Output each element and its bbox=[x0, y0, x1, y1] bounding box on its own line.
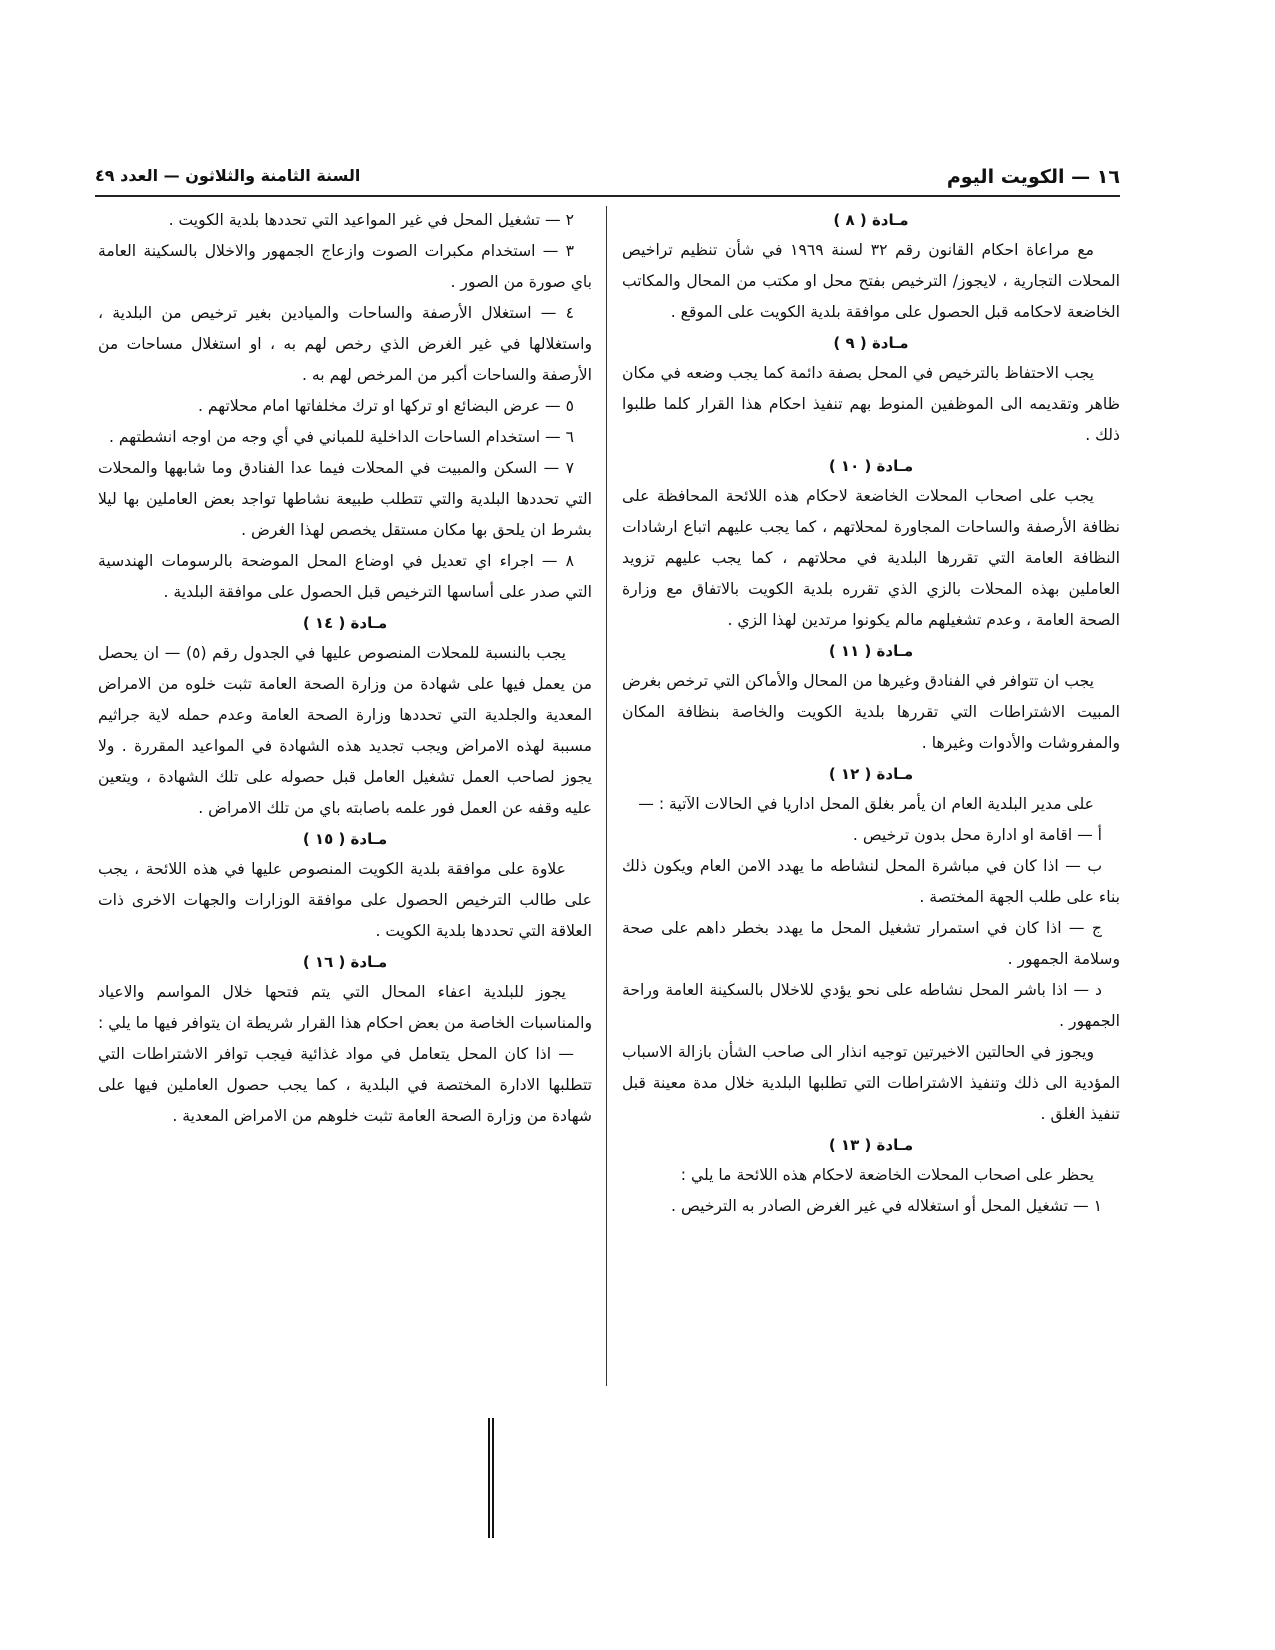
article-11-text: يجب ان تتوافر في الفنادق وغيرها من المحال والأماكن التي ترخص بغرض المبيت الاشتراطات التي تقررها بلدية الكويت والخاصة بنظافة المكان والمفروشات والأدوات وغيرها . bbox=[622, 672, 1120, 752]
article-14-text: يجب بالنسبة للمحلات المنصوص عليها في الجدول رقم (٥) — ان يحصل من يعمل فيها على شهادة من وزارة الصحة العامة تثبت خلوه من الامراض المعدية والجلدية التي تحددها وزارة الصحة العامة وعدم حمله لاية جراثيم مسببة لهذه الامراض ويجب تجديد هذه الشهادة في المواعيد المقررة . ولا يجوز لصاحب العمل تشغيل العامل قبل حصوله على تلك الشهادة ، ويتعين عليه وقفه عن العمل فور علمه باصابته باي من تلك الامراض . bbox=[98, 644, 592, 817]
article-8-text: مع مراعاة احكام القانون رقم ٣٢ لسنة ١٩٦٩ في شأن تنظيم تراخيص المحلات التجارية ، لايجوز/ الترخيص بفتح محل او مكتب من المحال والمكاتب الخاضعة لاحكامه قبل الحصول على موافقة بلدية الكويت على الموقع . bbox=[622, 241, 1120, 321]
article-13-item-2: ٢ — تشغيل المحل في غير المواعيد التي تحددها بلدية الكويت . bbox=[168, 211, 574, 229]
page-header bbox=[95, 166, 1120, 192]
article-12-title: مـادة ( ١٢ ) bbox=[828, 765, 914, 783]
article-14-title: مـادة ( ١٤ ) bbox=[302, 614, 388, 632]
page-title: ١٦ — الكويت اليوم bbox=[946, 166, 1120, 188]
article-13-item-3: ٣ — استخدام مكبرات الصوت وازعاج الجمهور والاخلال بالسكينة العامة باي صورة من الصور . bbox=[98, 242, 592, 291]
article-8-title: مـادة ( ٨ ) bbox=[833, 211, 909, 229]
article-12-closing: ويجوز في الحالتين الاخيرتين توجيه انذار الى صاحب الشأن بازالة الاسباب المؤدية الى ذلك وتنفيذ الاشتراطات التي تطلبها البلدية خلال مدة معينة قبل تنفيذ الغلق . bbox=[622, 1043, 1120, 1123]
article-16-text: يجوز للبلدية اعفاء المحال التي يتم فتحها خلال المواسم والاعياد والمناسبات الخاصة من بعض احكام هذا القرار شريطة ان يتوافر فيها ما يلي : bbox=[98, 983, 592, 1032]
column-divider bbox=[606, 206, 607, 1386]
article-12-item-b: ب — اذا كان في مباشرة المحل لنشاطه ما يهدد الامن العام ويكون ذلك بناء على طلب الجهة المختصة . bbox=[622, 857, 1120, 906]
article-13-intro: يحظر على اصحاب المحلات الخاضعة لاحكام هذه اللائحة ما يلي : bbox=[680, 1166, 1094, 1184]
left-column bbox=[98, 205, 592, 1132]
article-15-title: مـادة ( ١٥ ) bbox=[302, 830, 388, 848]
article-15-text: علاوة على موافقة بلدية الكويت المنصوص عليها في هذه اللائحة ، يجب على طالب الترخيص الحصول على موافقة الوزارات والجهات الاخرى ذات العلاقة التي تحددها بلدية الكويت . bbox=[98, 860, 592, 940]
article-13-title: مـادة ( ١٣ ) bbox=[828, 1136, 914, 1154]
article-10-title: مـادة ( ١٠ ) bbox=[828, 457, 914, 475]
article-13-item-7: ٧ — السكن والمبيت في المحلات فيما عدا الفنادق وما شابهها والمحلات التي تحددها البلدية والتي تتطلب طبيعة نشاطها تواجد بعض العاملين بها ليلا بشرط ان يلحق بها مكان مستقل يخصص لهذا الغرض . bbox=[98, 459, 592, 539]
article-9-title: مـادة ( ٩ ) bbox=[833, 334, 909, 352]
right-column bbox=[622, 205, 1120, 1222]
issue-info: السنة الثامنة والثلاثون — العدد ٤٩ bbox=[95, 166, 361, 185]
article-13-item-1: ١ — تشغيل المحل أو استغلاله في غير الغرض الصادر به الترخيص . bbox=[671, 1197, 1102, 1215]
article-9-text: يجب الاحتفاظ بالترخيص في المحل بصفة دائمة كما يجب وضعه في مكان ظاهر وتقديمه الى الموظفين المنوط بهم تنفيذ احكام هذا القرار كلما طلبوا ذلك . bbox=[622, 364, 1120, 444]
article-12-item-d: د — اذا باشر المحل نشاطه على نحو يؤدي للاخلال بالسكينة العامة وراحة الجمهور . bbox=[622, 981, 1120, 1030]
article-11-title: مـادة ( ١١ ) bbox=[828, 642, 914, 660]
article-12-intro: على مدير البلدية العام ان يأمر بغلق المحل اداريا في الحالات الآتية : — bbox=[638, 795, 1094, 813]
article-13-item-8: ٨ — اجراء اي تعديل في اوضاع المحل الموضحة بالرسومات الهندسية التي صدر على أساسها الترخيص قبل الحصول على موافقة البلدية . bbox=[98, 552, 592, 601]
article-16-item: — اذا كان المحل يتعامل في مواد غذائية فيجب توافر الاشتراطات التي تتطلبها الادارة المختصة في البلدية ، كما يجب حصول العاملين فيها على شهادة من وزارة الصحة العامة تثبت خلوهم من الامراض المعدية . bbox=[98, 1045, 592, 1125]
scan-mark bbox=[488, 1418, 494, 1538]
header-rule bbox=[95, 195, 1120, 197]
article-13-item-4: ٤ — استغلال الأرصفة والساحات والميادين بغير ترخيص من البلدية ، واستغلالها في غير الغرض الذي رخص لهم به ، او استغلال مساحات من الأرصفة والساحات أكبر من المرخص لهم به . bbox=[98, 304, 592, 384]
article-13-item-5: ٥ — عرض البضائع او تركها او ترك مخلفاتها امام محلاتهم . bbox=[198, 397, 574, 415]
article-12-item-c: ج — اذا كان في استمرار تشغيل المحل ما يهدد بخطر داهم على صحة وسلامة الجمهور . bbox=[622, 919, 1120, 968]
article-10-text: يجب على اصحاب المحلات الخاضعة لاحكام هذه اللائحة المحافظة على نظافة الأرصفة والساحات المجاورة لمحلاتهم ، كما يجب عليهم اتباع ارشادات النظافة العامة التي تقررها البلدية في محلاتهم ، كما يجب عليهم تزويد العاملين بهذه المحلات بالزي الذي تقرره بلدية الكويت بالاتفاق مع وزارة الصحة العامة ، وعدم تشغيلهم مالم يكونوا مرتدين لهذا الزي . bbox=[622, 487, 1120, 629]
article-13-item-6: ٦ — استخدام الساحات الداخلية للمباني في أي وجه من اوجه انشطتهم . bbox=[108, 428, 574, 446]
article-12-item-a: أ — اقامة او ادارة محل بدون ترخيص . bbox=[852, 826, 1102, 844]
article-16-title: مـادة ( ١٦ ) bbox=[302, 953, 388, 971]
